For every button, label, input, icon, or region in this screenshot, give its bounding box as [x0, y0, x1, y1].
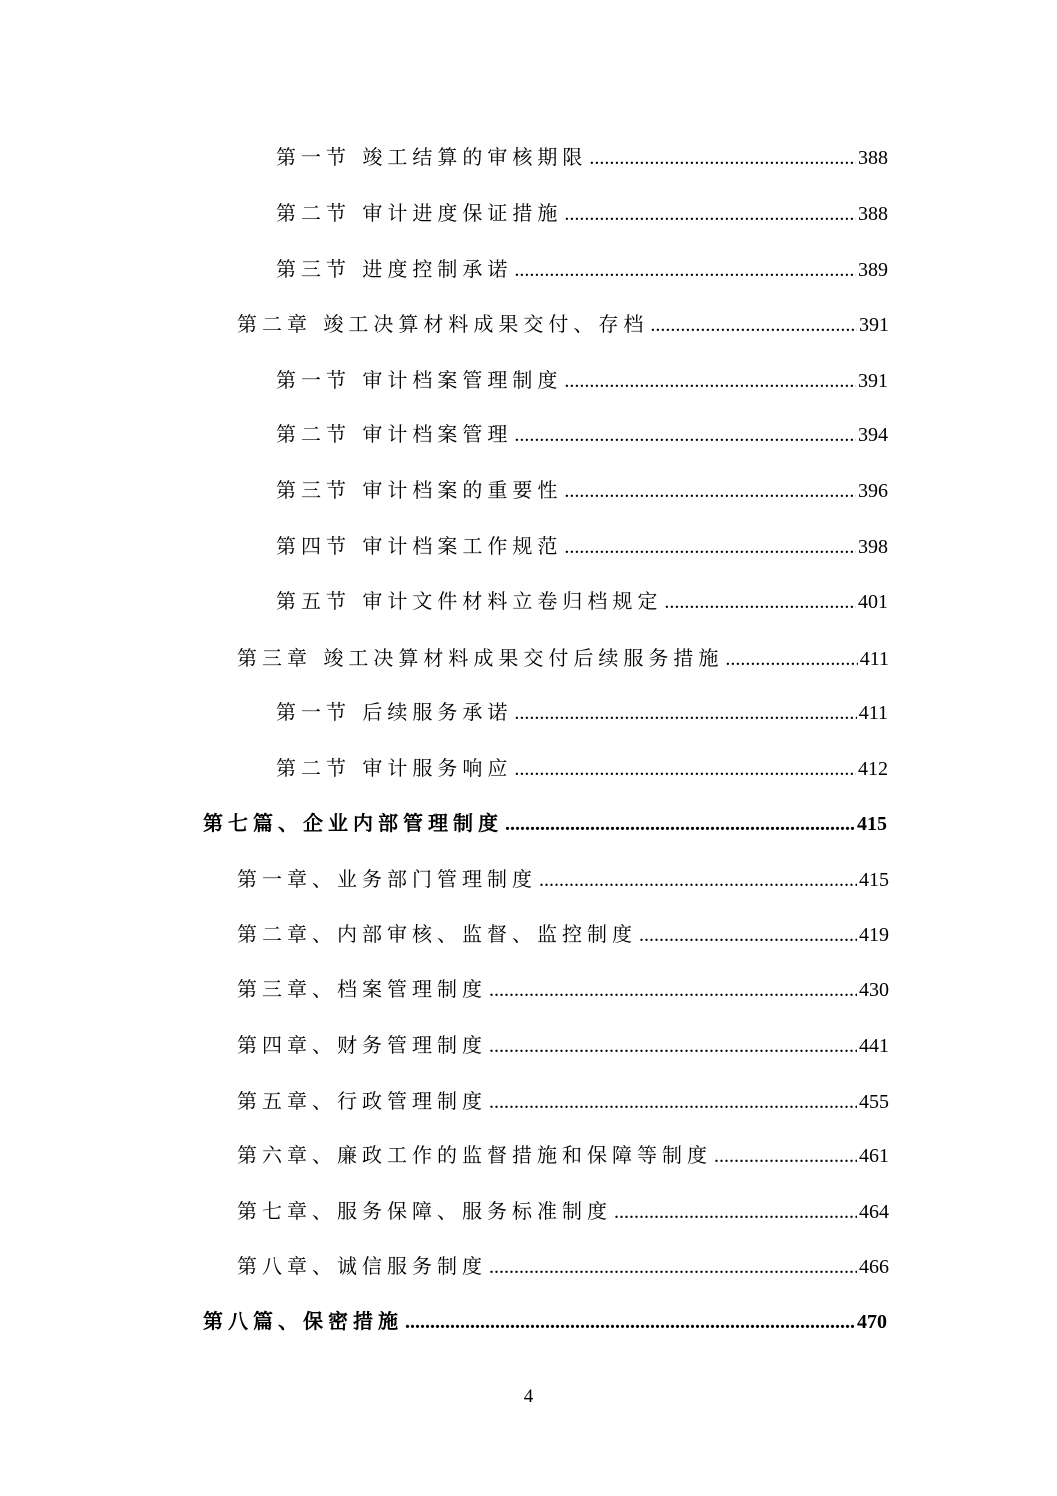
- toc-entry-title: 第四章、财务管理制度: [237, 1033, 487, 1057]
- dot-leader: [664, 588, 856, 616]
- dot-leader: [639, 921, 857, 949]
- toc-entry[interactable]: [276, 754, 888, 782]
- page-number: 4: [523, 1386, 534, 1407]
- toc-entry[interactable]: [237, 1141, 889, 1169]
- toc-entry-page: 415: [857, 813, 887, 835]
- toc-entry-page: 394: [858, 424, 888, 446]
- toc-entry[interactable]: [276, 698, 888, 726]
- toc-entry[interactable]: [237, 975, 889, 1003]
- toc-entry[interactable]: [237, 310, 889, 338]
- dot-leader: [405, 1308, 855, 1336]
- toc-entry[interactable]: [237, 1197, 889, 1225]
- toc-entry-title: 第二节 审计进度保证措施: [276, 201, 563, 225]
- toc-entry[interactable]: [237, 1031, 889, 1059]
- toc-entry[interactable]: [203, 1307, 887, 1335]
- toc-entry[interactable]: [237, 920, 889, 948]
- toc-entry-page: 430: [859, 979, 889, 1001]
- dot-leader: [539, 866, 857, 894]
- toc-entry-title: 第三节 进度控制承诺: [276, 257, 513, 281]
- toc-entry-title: 第一节 后续服务承诺: [276, 700, 513, 724]
- dot-leader: [489, 1088, 857, 1116]
- dot-leader: [489, 1032, 857, 1060]
- dot-leader: [564, 533, 856, 561]
- toc-entry-title: 第五节 审计文件材料立卷归档规定: [276, 589, 663, 613]
- toc-entry-title: 第五章、行政管理制度: [237, 1089, 487, 1113]
- dot-leader: [505, 810, 855, 838]
- toc-entry-page: 411: [858, 702, 888, 724]
- toc-entry[interactable]: [237, 644, 889, 672]
- dot-leader: [514, 755, 856, 783]
- toc-entry-title: 第三节 审计档案的重要性: [276, 478, 563, 502]
- toc-entry-title: 第三章、档案管理制度: [237, 977, 487, 1001]
- toc-entry-title: 第一节 竣工结算的审核期限: [276, 145, 588, 169]
- toc-entry-title: 第二章、内部审核、监督、监控制度: [237, 922, 637, 946]
- toc-entry[interactable]: [276, 532, 888, 560]
- toc-entry-title: 第二节 审计服务响应: [276, 756, 513, 780]
- dot-leader: [650, 311, 857, 339]
- toc-entry-page: 388: [858, 203, 888, 225]
- toc-entry-page: 401: [858, 591, 888, 613]
- dot-leader: [614, 1198, 857, 1226]
- toc-entry-title: 第八章、诚信服务制度: [237, 1254, 487, 1278]
- toc-entry[interactable]: [237, 1252, 889, 1280]
- toc-entry-title: 第七章、服务保障、服务标准制度: [237, 1199, 612, 1223]
- toc-entry-page: 388: [858, 147, 888, 169]
- dot-leader: [514, 256, 856, 284]
- dot-leader: [564, 477, 856, 505]
- dot-leader: [714, 1142, 857, 1170]
- toc-entry[interactable]: [276, 420, 888, 448]
- toc-entry-page: 391: [859, 314, 889, 336]
- toc-entry-page: 455: [859, 1091, 889, 1113]
- toc-entry-page: 466: [859, 1256, 889, 1278]
- toc-entry[interactable]: [276, 476, 888, 504]
- toc-entry-page: 415: [859, 869, 889, 891]
- dot-leader: [514, 699, 856, 727]
- toc-entry-page: 412: [858, 758, 888, 780]
- toc-entry[interactable]: [203, 809, 887, 837]
- dot-leader: [489, 1253, 857, 1281]
- toc-entry-page: 391: [858, 370, 888, 392]
- toc-entry-page: 470: [857, 1311, 887, 1333]
- toc-entry[interactable]: [276, 255, 888, 283]
- dot-leader: [514, 421, 856, 449]
- toc-entry[interactable]: [276, 366, 888, 394]
- dot-leader: [564, 200, 856, 228]
- dot-leader: [725, 645, 857, 673]
- toc-entry-title: 第一章、业务部门管理制度: [237, 867, 537, 891]
- toc-entry-title: 第一节 审计档案管理制度: [276, 368, 563, 392]
- toc-entry-title: 第六章、廉政工作的监督措施和保障等制度: [237, 1143, 712, 1167]
- toc-entry-page: 461: [859, 1145, 889, 1167]
- toc-entry[interactable]: [276, 587, 888, 615]
- toc-entry-page: 398: [858, 536, 888, 558]
- toc-entry-title: 第七篇、企业内部管理制度: [203, 811, 503, 835]
- toc-entry-page: 441: [859, 1035, 889, 1057]
- toc-entry[interactable]: [276, 143, 888, 171]
- toc-entry-title: 第八篇、保密措施: [203, 1309, 403, 1333]
- dot-leader: [489, 976, 857, 1004]
- toc-entry[interactable]: [237, 1087, 889, 1115]
- dot-leader: [589, 144, 856, 172]
- toc-entry[interactable]: [237, 865, 889, 893]
- toc-entry-page: 419: [859, 924, 889, 946]
- toc-entry-title: 第二章 竣工决算材料成果交付、存档: [237, 312, 649, 336]
- toc-entry-title: 第三章 竣工决算材料成果交付后续服务措施: [237, 646, 724, 670]
- toc-entry-page: 464: [859, 1201, 889, 1223]
- toc-entry[interactable]: [276, 199, 888, 227]
- toc-entry-page: 411: [859, 648, 889, 670]
- toc-entry-page: 396: [858, 480, 888, 502]
- toc-entry-page: 389: [858, 259, 888, 281]
- toc-entry-title: 第四节 审计档案工作规范: [276, 534, 563, 558]
- toc-entry-title: 第二节 审计档案管理: [276, 422, 513, 446]
- dot-leader: [564, 367, 856, 395]
